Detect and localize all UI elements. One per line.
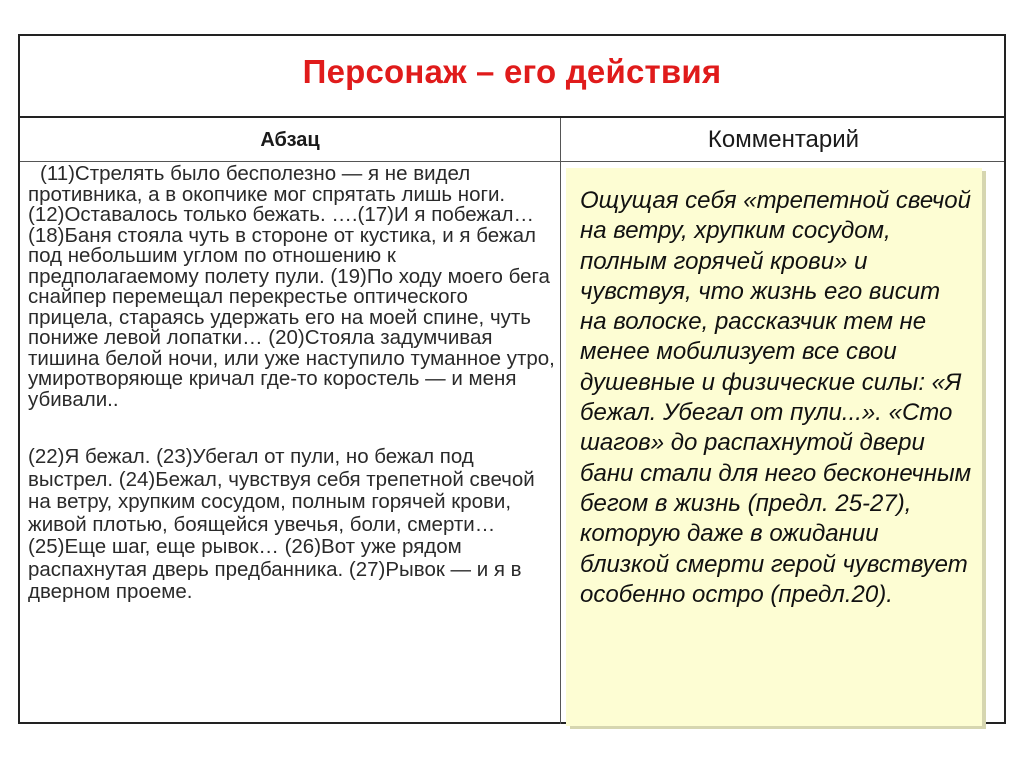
- slide-table: [18, 34, 1006, 724]
- column-header-comment: Комментарий: [707, 126, 860, 153]
- column-divider: [560, 118, 561, 724]
- header-row: [20, 118, 1004, 162]
- title-row: [20, 36, 1004, 118]
- paragraph-text-2: (22)Я бежал. (23)Убегал от пули, но бежал под выстрел. (24)Бежал, чувствуя себя трепетной свечой на ветру, хрупким сосудом, полным горячей крови, живой плотью, боящейся увечья, боли, смерти… (25)Еще шаг, еще рывок… (26)Вот уже рядом распахнутая дверь предбанника. (27)Рывок — и я в дверном проеме.: [28, 445, 535, 603]
- paragraph-cell: [28, 164, 556, 604]
- column-header-paragraph: Абзац: [260, 128, 320, 151]
- paragraph-text-1: (11)Стрелять было бесполезно — я не видел противника, а в окопчике мог спрятать лишь ноги. (12)Оставалось только бежать. ….(17)И я побежал…(18)Баня стояла чуть в стороне от кустика, и я бежал под небольшим углом по отношению к предполагаемому полету пули. (19)По ходу моего бега снайпер перемещал перекрестье оптического прицела, стараясь удержать его на моей спине, чуть пониже левой лопатки… (20)Стояла задумчивая тишина белой ночи, или уже наступило туманное утро, умиротворяюще кричал где-то коростель — и меня убивали..: [28, 162, 555, 411]
- slide-title: Персонаж – его действия: [302, 53, 722, 90]
- comment-box: [566, 168, 982, 726]
- comment-text: Ощущая себя «трепетной свечой на ветру, хрупким сосудом, полным горячей крови» и чувствуя, что жизнь его висит на волоске, рассказчик тем не менее мобилизует все свои душевные и физические силы: «Я бежал. Убегал от пули...». «Сто шагов» до распахнутой двери бани стали для него бесконечным бегом в жизнь (предл. 25-27), которую даже в ожидании близкой смерти герой чувствует особенно остро (предл.20).: [580, 187, 972, 608]
